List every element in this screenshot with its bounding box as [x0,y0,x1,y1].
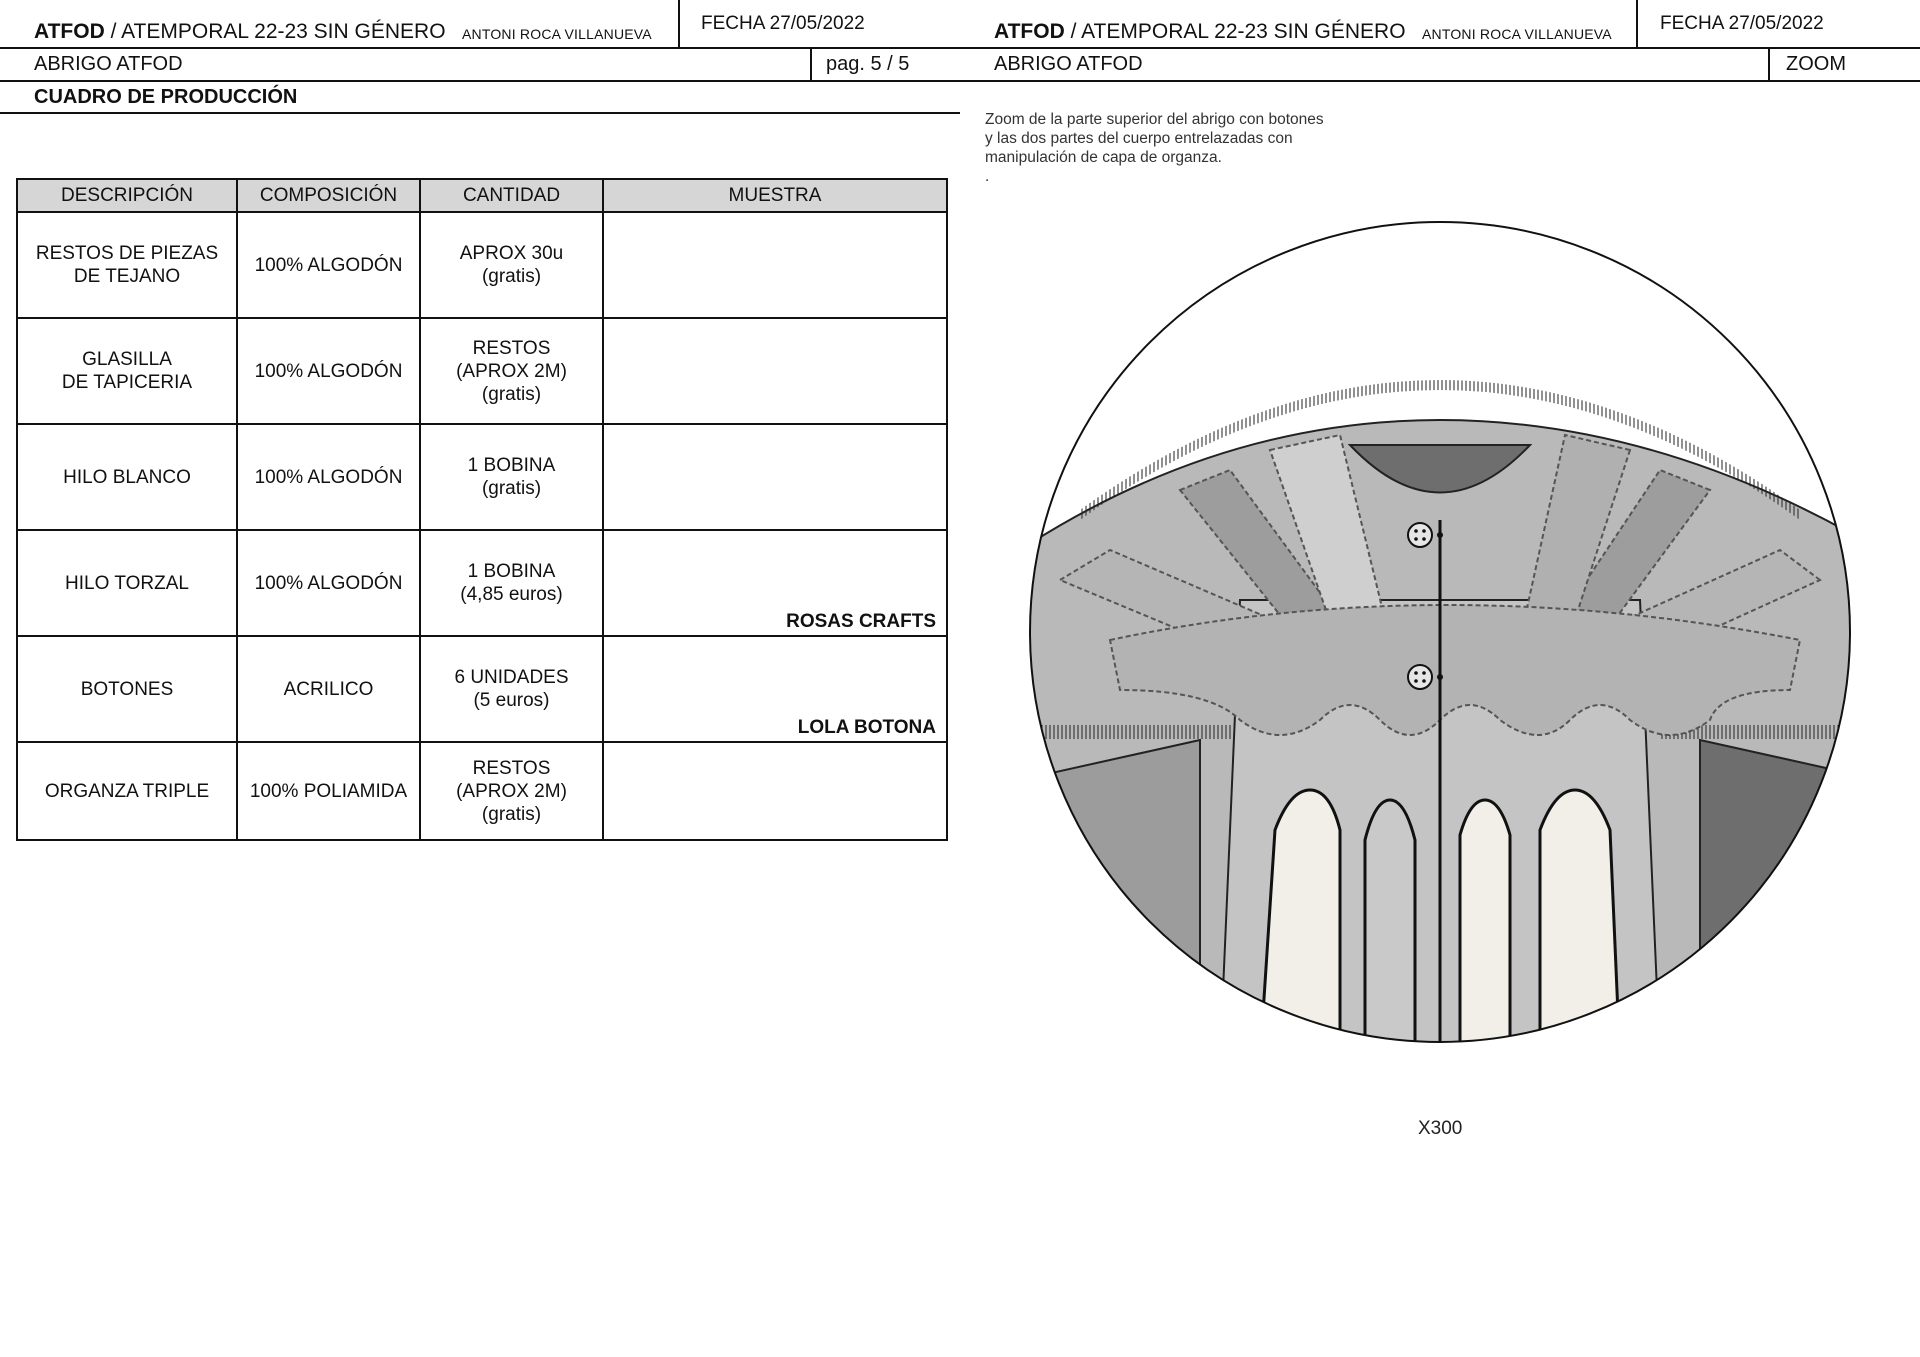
coat-drawing [1020,220,1880,1060]
table-header-row [17,179,947,212]
right-header-author: ANTONI ROCA VILLANUEVA [1422,26,1612,42]
cell-cantidad: APROX 30u (gratis) [420,212,603,318]
cell-muestra [603,318,947,424]
left-doc-title: ABRIGO ATFOD [34,53,183,75]
col-header-muestra: MUESTRA [603,179,947,212]
left-page-divider [810,47,812,80]
col-header-cantidad: CANTIDAD [420,179,603,212]
cell-composicion: 100% ALGODÓN [237,424,420,530]
table-row [17,318,947,424]
left-title-rule [0,80,960,82]
right-zoom-divider [1768,47,1770,80]
zoom-tag: ZOOM [1786,53,1846,75]
cell-descripcion: HILO TORZAL [17,530,237,636]
cell-muestra [603,742,947,840]
right-header-brand: ATFOD / ATEMPORAL 22-23 SIN GÉNERO [994,20,1406,43]
table-row [17,424,947,530]
supplier-label: ROSAS CRAFTS [786,611,936,632]
cell-muestra [603,636,947,742]
cell-composicion: ACRILICO [237,636,420,742]
col-header-descripcion: DESCRIPCIÓN [17,179,237,212]
cell-composicion: 100% ALGODÓN [237,212,420,318]
page-number: pag. 5 / 5 [826,53,910,75]
cell-cantidad: 1 BOBINA (4,85 euros) [420,530,603,636]
right-title-rule [960,80,1920,82]
table-row [17,636,947,742]
cell-cantidad: RESTOS (APROX 2M) (gratis) [420,742,603,840]
cell-descripcion: BOTONES [17,636,237,742]
supplier-label: LOLA BOTONA [797,717,936,738]
cell-muestra [603,212,947,318]
table-row [17,212,947,318]
left-header-divider [678,0,680,47]
cell-composicion: 100% ALGODÓN [237,318,420,424]
cell-descripcion: GLASILLA DE TAPICERIA [17,318,237,424]
right-header-divider [1636,0,1638,47]
cell-composicion: 100% POLIAMIDA [237,742,420,840]
section-title: CUADRO DE PRODUCCIÓN [34,86,298,108]
coat-zoom-illustration [1020,220,1880,1060]
cell-muestra [603,530,947,636]
left-header-rule [0,47,960,49]
right-doc-title: ABRIGO ATFOD [994,53,1143,75]
table-row [17,530,947,636]
zoom-description: Zoom de la parte superior del abrigo con botones y las dos partes del cuerpo entrelazadas con manipulación de capa de organza. . [985,111,1324,185]
section-rule [0,112,960,114]
table-row [17,742,947,840]
cell-descripcion: HILO BLANCO [17,424,237,530]
cell-muestra [603,424,947,530]
cell-descripcion: RESTOS DE PIEZAS DE TEJANO [17,212,237,318]
cell-descripcion: ORGANZA TRIPLE [17,742,237,840]
left-header-date: FECHA 27/05/2022 [701,13,865,34]
cell-cantidad: 1 BOBINA (gratis) [420,424,603,530]
cell-composicion: 100% ALGODÓN [237,530,420,636]
left-header-brand: ATFOD / ATEMPORAL 22-23 SIN GÉNERO [34,20,446,43]
production-table [16,178,948,841]
left-header-author: ANTONI ROCA VILLANUEVA [462,26,652,42]
right-header-rule [960,47,1920,49]
cell-cantidad: RESTOS (APROX 2M) (gratis) [420,318,603,424]
right-header-date: FECHA 27/05/2022 [1660,13,1824,34]
col-header-composicion: COMPOSICIÓN [237,179,420,212]
cell-cantidad: 6 UNIDADES (5 euros) [420,636,603,742]
zoom-scale-label: X300 [1418,1118,1463,1139]
